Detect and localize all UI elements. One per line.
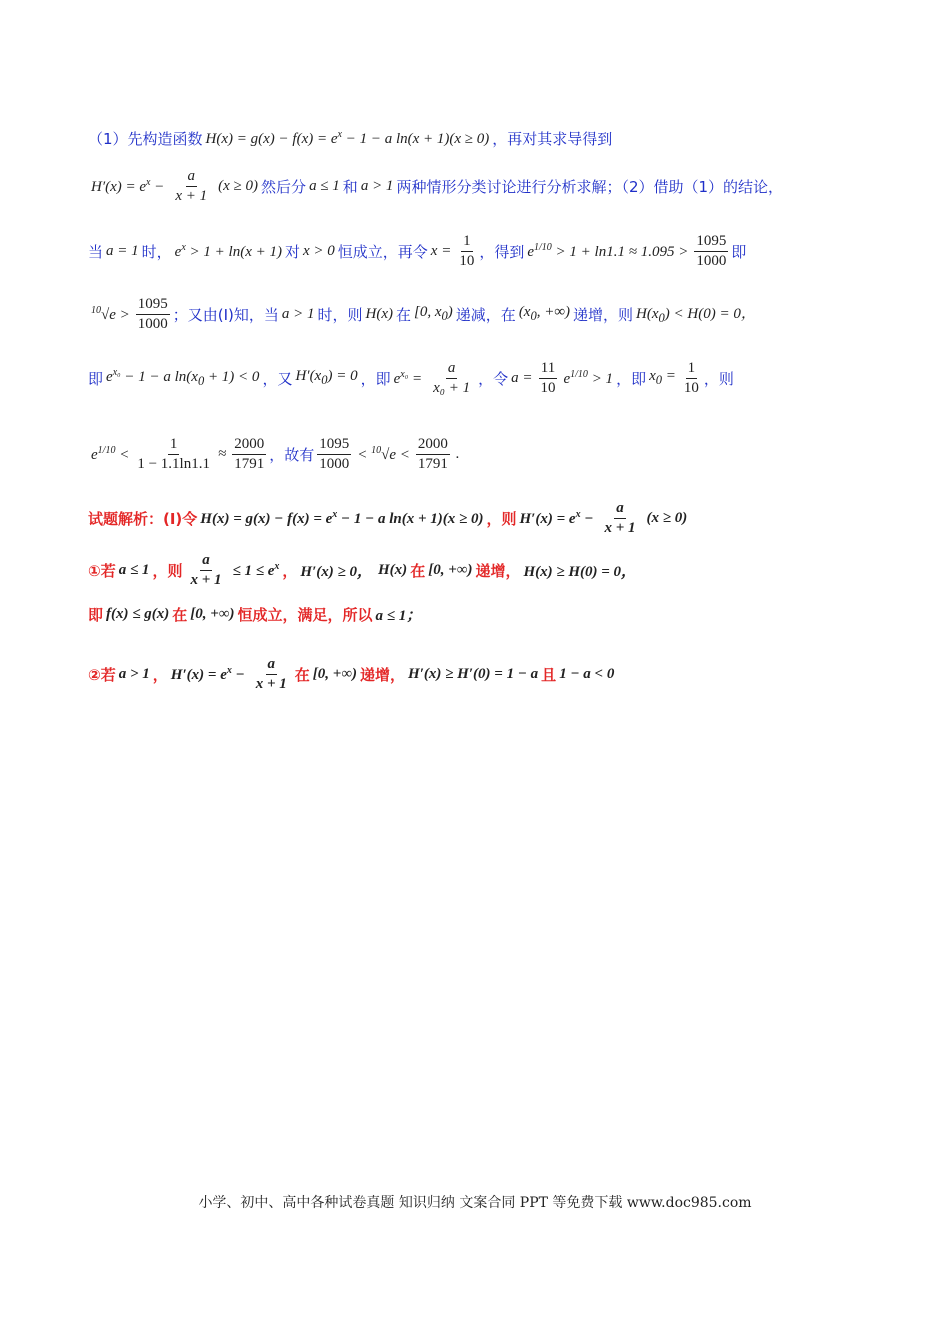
fraction: $\frac{a}{x + 1}$ <box>255 656 287 692</box>
math-expression: a = 1 <box>106 242 139 259</box>
solution-line-2 <box>88 552 880 588</box>
math-expression: a = <box>511 369 533 386</box>
math-expression: a > 1 <box>281 305 315 322</box>
text-segment: ，故有 <box>269 445 315 464</box>
analysis-line-5 <box>88 360 880 396</box>
analysis-line-4 <box>88 296 880 332</box>
text-segment: ，即 <box>616 369 647 388</box>
text-segment: 试题解析：(Ⅰ)令 <box>88 509 198 528</box>
math-expression: $e^{x_0} - 1 - a$ $\ln(x_0 + 1) < 0$ <box>106 367 260 388</box>
fraction: $\frac{1095}{1000}$ <box>137 296 168 332</box>
math-expression: a ≤ 1 <box>118 561 150 578</box>
math-expression: f(x) ≤ g(x) <box>106 606 170 622</box>
text-segment: ；又由(I)知，当 <box>172 305 279 324</box>
math-expression: H′(x) ≥ 0， <box>300 563 373 580</box>
text-segment: 递增， <box>475 561 521 580</box>
math-expression: a ≤ 1 <box>309 177 340 194</box>
text-segment: 在 <box>410 561 426 580</box>
math-expression: x > 0 <box>302 242 335 259</box>
text-segment: 对 <box>284 242 300 261</box>
page-footer: 小学、初中、高中各种试卷真题 知识归纳 文案合同 PPT 等免费下载 www.doc985.com <box>198 1195 752 1211</box>
math-expression: [0, +∞) <box>312 665 358 682</box>
math-expression: ≤ $1 \le e^x$ <box>232 560 280 579</box>
text-segment: （1）先构造函数 <box>88 130 203 148</box>
fraction: $\frac{2000}{1791}$ <box>234 436 265 472</box>
text-segment: 恒成立，满足，所以 <box>237 606 373 624</box>
fraction: $\frac{a}{x + 1}$ <box>190 552 222 588</box>
solution-line-3 <box>88 604 880 625</box>
text-segment: 递增， <box>360 665 406 684</box>
fraction: $\frac{1095}{1000}$ <box>696 233 727 269</box>
text-segment: 递增，则 <box>573 305 634 324</box>
math-expression: (x ≥ 0) <box>218 177 259 194</box>
fraction: $\frac{11}{10}$ <box>540 360 556 396</box>
math-expression: a > 1 <box>118 665 150 682</box>
text-segment: ，再对其求导得到 <box>492 130 613 148</box>
math-expression: [0, +∞) <box>190 606 235 622</box>
math-expression: . <box>455 445 460 462</box>
math-expression: H(x) ≥ H(0) = 0， <box>523 563 637 580</box>
math-expression: 1 − a < 0 <box>559 665 615 682</box>
math-expression: $^{10}$√e > <box>91 304 130 323</box>
analysis-line-3 <box>88 233 880 269</box>
text-segment: 再令 <box>397 242 428 261</box>
math-expression: $H(x) = g(x) - f(x) = e^x - 1 - a$ ln(x + 1)(x ≥ 0) <box>205 129 490 147</box>
analysis-line-6 <box>88 436 880 472</box>
math-expression: [0, +∞) <box>428 561 473 578</box>
math-expression: $e^{1/10} > 1$ <box>563 368 614 387</box>
text-segment: 恒成立， <box>337 242 398 261</box>
text-segment: 即 <box>88 606 104 624</box>
math-expression: < $^{10}$√e < <box>357 444 410 463</box>
fraction: $\frac{1}{1 - 1.1\ln 1.1}$ <box>137 436 210 472</box>
text-segment: ①若 <box>88 561 116 580</box>
text-segment: 然后分 <box>261 177 307 196</box>
text-segment: 时， <box>141 242 172 261</box>
math-expression: $H'(x) = e^x$ − <box>91 176 165 195</box>
math-expression: $x_0$ = <box>649 368 676 387</box>
math-expression: a > 1 <box>360 177 394 194</box>
fraction: $\frac{a}{x + 1}$ <box>604 500 636 536</box>
math-expression: H′(x) ≥ H′(0) = 1 − a <box>408 665 539 682</box>
math-expression: [0, $x_0$) <box>414 304 453 323</box>
analysis-line-1 <box>88 128 880 149</box>
text-segment: ，得到 <box>479 242 525 261</box>
text-segment: ， <box>282 561 298 580</box>
analysis-line-2 <box>88 168 880 204</box>
text-segment: ， <box>152 665 168 684</box>
math-expression: a ≤ 1； <box>375 608 422 624</box>
fraction: $\frac{2000}{1791}$ <box>417 436 448 472</box>
text-segment: 在 <box>396 305 412 324</box>
text-segment: 且 <box>541 665 557 684</box>
text-segment: 递减，在 <box>455 305 516 324</box>
text-segment: ②若 <box>88 665 116 684</box>
math-expression: $e^{1/10}$ < <box>91 444 130 463</box>
text-segment: ，则 <box>152 561 183 580</box>
fraction: $\frac{1}{10}$ <box>459 233 475 269</box>
math-expression: $H'(x_0) = 0$ <box>295 368 358 387</box>
text-segment: 两种情形分类讨论进行分析求解；（2）借助（1）的结论， <box>396 177 784 196</box>
fraction: $\frac{1095}{1000}$ <box>319 436 350 472</box>
math-expression: H(x) <box>378 561 408 578</box>
math-expression: $H'(x) = e^x$ − <box>170 664 245 683</box>
text-segment: 即 <box>731 242 747 261</box>
math-expression: x = <box>430 242 452 259</box>
math-expression: $H(x) = g(x) - f(x) = e^x - 1 - a$ ln(x + 1)(x ≥ 0) <box>200 508 484 527</box>
math-expression: $H'(x) = e^x$ − <box>519 508 594 527</box>
text-segment: ，令 <box>478 369 509 388</box>
text-segment: ，则 <box>703 369 734 388</box>
text-segment: 在 <box>172 606 188 624</box>
text-segment: 当 <box>88 242 104 261</box>
math-expression: H(x) <box>365 305 394 322</box>
fraction: $\frac{a}{\text{x₀ + 1}}$ <box>433 360 471 396</box>
solution-line-4 <box>88 656 880 692</box>
math-expression: $H(x_0) < H(0) = 0$， <box>636 306 756 325</box>
math-expression: $e^{x_0}$ = <box>393 368 423 387</box>
text-segment: 时，则 <box>317 305 363 324</box>
text-segment: 和 <box>342 177 358 196</box>
math-expression: $e^{1/10} > 1 + \ln 1.1 \approx 1.095$ > <box>527 241 689 260</box>
math-expression: (x ≥ 0) <box>646 509 688 526</box>
fraction: $\frac{a}{x + 1}$ <box>175 168 208 204</box>
math-expression: $e^x > 1 + \ln(x + 1)$ <box>174 241 282 260</box>
fraction: $\frac{1}{10}$ <box>683 360 699 396</box>
text-segment: 即 <box>88 369 104 388</box>
text-segment: ，又 <box>262 369 293 388</box>
solution-line-1 <box>88 500 880 536</box>
text-segment: 在 <box>294 665 310 684</box>
text-segment: ，则 <box>486 509 517 528</box>
text-segment: ，即 <box>360 369 391 388</box>
math-expression: ≈ <box>217 445 227 462</box>
math-expression: ($x_0$, +∞) <box>518 304 571 323</box>
